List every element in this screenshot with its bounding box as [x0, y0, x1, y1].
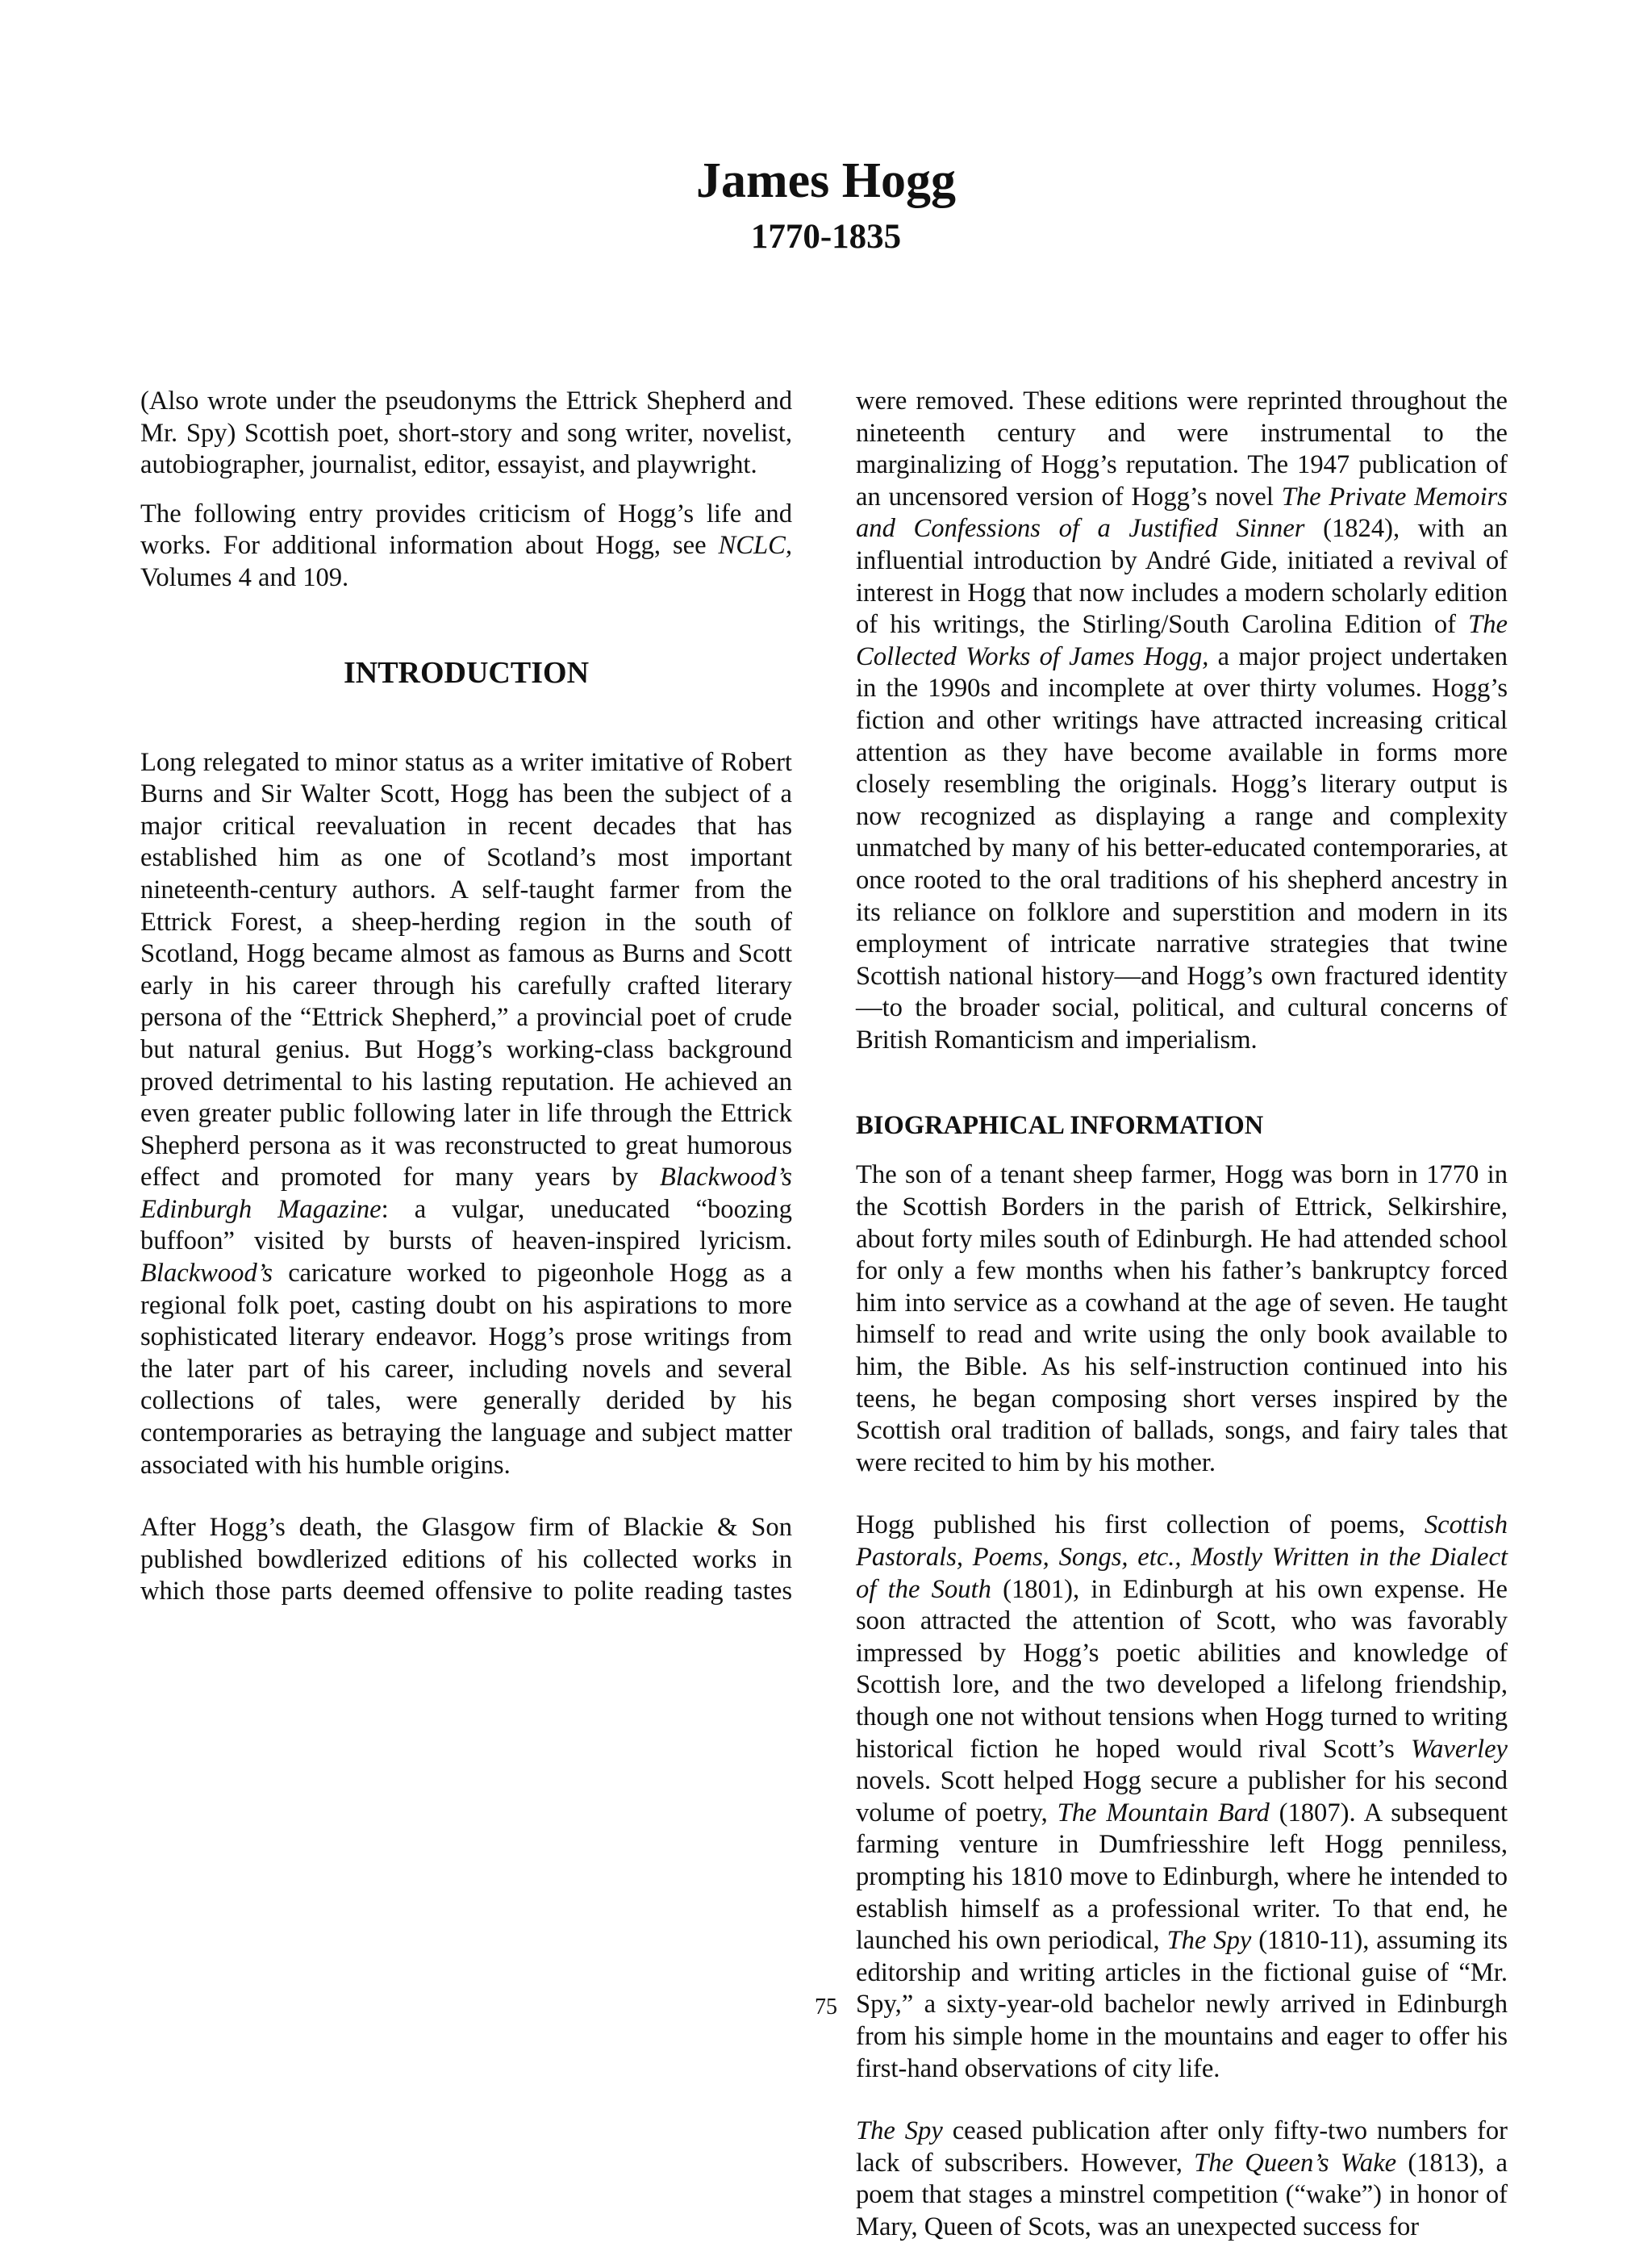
introduction-paragraph: Long relegated to minor status as a writer imitative of Robert Burns and Sir Walter Scott, Hogg has been the subject of a major critical reevaluation in recent decades that has established him as one of Scotland’s most important nineteenth-century authors. A self-taught farmer from the Ettrick Forest, a sheep-herding region in the south of Scotland, Hogg became almost as famous as Burns and Scott early in his career through his carefully crafted literary persona of the “Ettrick Shepherd,” a provincial poet of crude but natural genius. But Hogg’s working-class background proved detrimental to his lasting reputation. He achieved an even greater public following later in life through the Ettrick Shepherd persona as it was reconstructed to great humorous effect and promoted for many years by Blackwood’s Edinburgh Magazine: a vulgar, uneducated “boozing buffoon” visited by bursts of heaven-inspired lyricism. Blackwood’s caricature worked to pigeonhole Hogg as a regional folk poet, casting doubt on his aspirations to more sophisticated literary endeavor. Hogg’s prose writings from the later part of his career, including novels and several collections of tales, were generally derided by his contemporaries as betraying the language and subject matter associated with his humble origins.: [140, 747, 792, 1480]
introduction-heading: INTRODUCTION: [343, 655, 590, 690]
page-number: 75: [815, 1994, 837, 2020]
biography-paragraph-2: Hogg published his first collection of poems, Scottish Pastorals, Poems, Songs, etc., Mostly Written in the Dialect of the South (1801), in Edinburgh at his own expense. He soon attracted the attention of Scott, who was favorably impressed by Hogg’s poetic abilities and knowledge of Scottish lore, and the two developed a lifelong friendship, though one not without tensions when Hogg turned to writing historical fiction he hoped would rival Scott’s Waverley novels. Scott helped Hogg secure a publisher for his second volume of poetry, The Mountain Bard (1807). A subsequent farming venture in Dumfriesshire left Hogg penniless, prompting his 1810 move to Edinburgh, where he intended to establish himself as a professional writer. To that end, he launched his own periodical, The Spy (1810-11), assuming its editorship and writing articles in the fictional guise of “Mr. Spy,” a sixty-year-old bachelor newly arrived in Edinburgh from his simple home in the mountains and eager to offer his first-hand observations of city life.: [856, 1510, 1508, 2083]
introduction-paragraph-2: were removed. These editions were reprinted throughout the nineteenth century and were instrumental to the marginalizing of Hogg’s reputation. The 1947 publication of an uncensored version of Hogg’s novel The Private Memoirs and Confessions of a Justified Sinner (1824), with an influential introduction by André Gide, initiated a revival of interest in Hogg that now includes a modern scholarly edition of his writings, the Stirling/South Carolina Edition of The Collected Works of James Hogg, a major project undertaken in the 1990s and incomplete at over thirty volumes. Hogg’s fiction and other writings have attracted increasing critical attention as they have become available in forms more closely resembling the originals. Hogg’s literary output is now recognized as displaying a range and complexity unmatched by many of his better-educated contemporaries, at once rooted to the oral traditions of his shepherd ancestry in its reliance on folklore and superstition and modern in its employment of intricate narrative strategies that twine Scottish national history—and Hogg’s own fractured identity—to the broader social, political, and cultural concerns of British Romanticism and imperialism.: [856, 386, 1508, 1055]
right-column: [856, 386, 1508, 2243]
entry-dates: 1770-1835: [750, 218, 902, 256]
biography-heading: BIOGRAPHICAL INFORMATION: [856, 1111, 1264, 1141]
left-column: [140, 386, 792, 1608]
biography-paragraph: The son of a tenant sheep farmer, Hogg was born in 1770 in the Scottish Borders in the parish of Ettrick, Selkirshire, about forty miles south of Edinburgh. He had attended school for only a few months when his father’s bankruptcy forced him into service as a cowhand at the age of seven. He taught himself to read and write using the only book available to him, the Bible. As his self-instruction continued into his teens, he began composing short verses inspired by the Scottish oral tradition of ballads, songs, and fairy tales that were recited to him by his mother.: [856, 1160, 1508, 1477]
entry-title: James Hogg: [695, 153, 957, 208]
introduction-paragraph-2-part: After Hogg’s death, the Glasgow firm of Blackie & Son published bowdlerized editions of his collected works in which those parts deemed offensive to polite reading tastes: [140, 1513, 792, 1606]
pseudonym-note: (Also wrote under the pseudonyms the Ettrick Shepherd and Mr. Spy) Scottish poet, short-story and song writer, novelist, autobiographer, journalist, editor, essayist, and playwright.: [140, 386, 792, 480]
entry-note: The following entry provides criticism of Hogg’s life and works. For additional information about Hogg, see NCLC, Volumes 4 and 109.: [140, 499, 792, 592]
biography-paragraph-3: The Spy ceased publication after only fifty-two numbers for lack of subscribers. However, The Queen’s Wake (1813), a poem that stages a minstrel competition (“wake”) in honor of Mary, Queen of Scots, was an unexpected success for: [856, 2116, 1508, 2241]
